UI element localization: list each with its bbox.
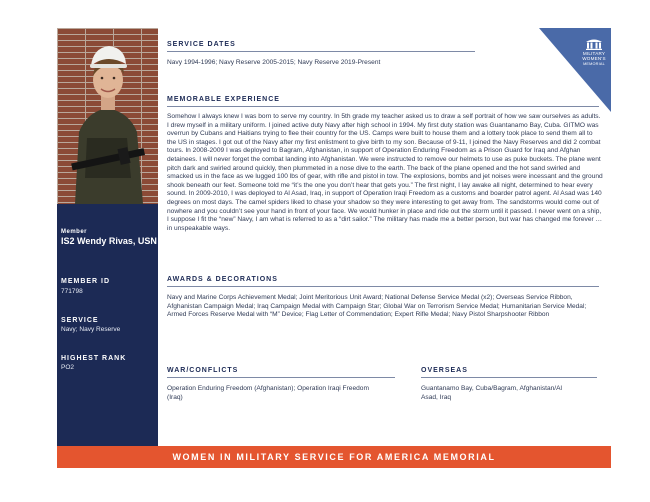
member-label: Member — [61, 229, 88, 235]
service-dates-divider — [167, 51, 475, 52]
war-conflicts-text: Operation Enduring Freedom (Afghanistan); Operation Iraqi Freedom (Iraq) — [167, 385, 369, 401]
logo-line-1: MILITARY — [582, 51, 606, 56]
war-conflicts-divider — [167, 377, 395, 378]
memorial-columns-icon — [585, 38, 603, 50]
awards-divider — [167, 286, 599, 287]
awards-text: Navy and Marine Corps Achievement Medal; Joint Meritorious Unit Award; National Defense Service Medal (x2); Overseas Service Ribbon, Afghanistan Campaign Medal; Iraq Campaign Medal with Campaign Star; Global War on Terrorism Service Medal; Humanitarian Service Medal; Armed Forces Reserve Medal with “M” Device; Flag Letter of Commendation; Expert Rifle Medal; Navy Pistol Sharpshooter Ribbon — [167, 294, 587, 319]
memorable-experience-text: Somehow I always knew I was born to serve my country. In 5th grade my teacher asked us to draw a self portrait of how we saw ourselves as adults. I drew myself in a military uniform. I joined active duty Navy after high school in 1994. My first duty station was Guantanamo Bay, Cuba. GITMO was overrun by Cubans and Haitians trying to flee their country for the US. Camps were built to house them and a lottery took place to send them all to the US in stages. I got out of the Navy after my first enlistment to give birth to my son. Because of 9-11, I joined the Navy Reserves and did 2 combat tours. In 2008-2009 I was deployed to Bagram, Afghanistan, in support of Operation Enduring Freedom as a Prison Guard for Iraq and Afghan detainees. I will never forget the combat landing into Afghanistan. We were instructed to remove our helmets to use as puke buckets. The plane went pitch dark and swirled around quickly, then plummeted in a nose dive to the earth. The back of the plane opened and the hot sand swirled and smacked us in the face as we lugged 100 lbs of gear, with rifle and pistol in tow. The explosions, bombs and jet noises were incessant and the ground shook beneath our feet. Someone told me “it’s the one you don’t hear that gets you.” The first night, I lay awake all night, determined to hear every sound. In 2009-2010, I was deployed to Al Asad, Iraq, in support of Operation Iraqi Freedom as a customs and boarder patrol agent. Al Asad was 140 degrees on most days. The camel spiders liked to chase your shadow so they were interesting to get away from. The sandstorms would come out of nowhere and you couldn’t see your hand in front of your face. We would hunker in place and ride out the storm until it passed. I never went on a ship, I suppose I fit the “new” Navy, I am what is referred to as a “dirt sailor.” The military has made me a better person, but war has changed me forever … in unspeakable ways. — [167, 113, 603, 232]
logo-line-3: MEMORIAL — [583, 61, 605, 66]
member-id-value: 771798 — [61, 288, 83, 295]
logo-line-2: WOMEN'S — [582, 56, 606, 62]
overseas-divider — [421, 377, 597, 378]
awards-heading: AWARDS & DECORATIONS — [167, 276, 278, 283]
overseas-heading: OVERSEAS — [421, 367, 468, 374]
highest-rank-value: PO2 — [61, 364, 75, 371]
member-sidebar — [57, 28, 158, 446]
memorable-experience-divider — [167, 106, 599, 107]
footer-title: WOMEN IN MILITARY SERVICE FOR AMERICA MEMORIAL — [172, 452, 496, 462]
service-label: SERVICE — [61, 317, 99, 324]
highest-rank-label: HIGHEST RANK — [61, 355, 127, 362]
war-conflicts-heading: WAR/CONFLICTS — [167, 367, 239, 374]
service-dates-heading: SERVICE DATES — [167, 41, 236, 48]
member-id-label: MEMBER ID — [61, 278, 111, 285]
memorial-logo-text — [577, 51, 611, 67]
memorial-footer-banner — [57, 446, 611, 468]
service-value: Navy; Navy Reserve — [61, 326, 121, 333]
sailor-figure-image — [57, 28, 158, 204]
member-photo — [57, 28, 158, 204]
memorial-logo-corner — [539, 28, 611, 112]
member-name: IS2 Wendy Rivas, USN — [61, 236, 157, 246]
overseas-text: Guantanamo Bay, Cuba/Bagram, Afghanistan/Al Asad, Iraq — [421, 385, 562, 401]
memorable-experience-heading: MEMORABLE EXPERIENCE — [167, 96, 280, 103]
service-dates-text: Navy 1994-1996; Navy Reserve 2005-2015; Navy Reserve 2019-Present — [167, 59, 381, 66]
profile-sheet — [57, 28, 611, 468]
